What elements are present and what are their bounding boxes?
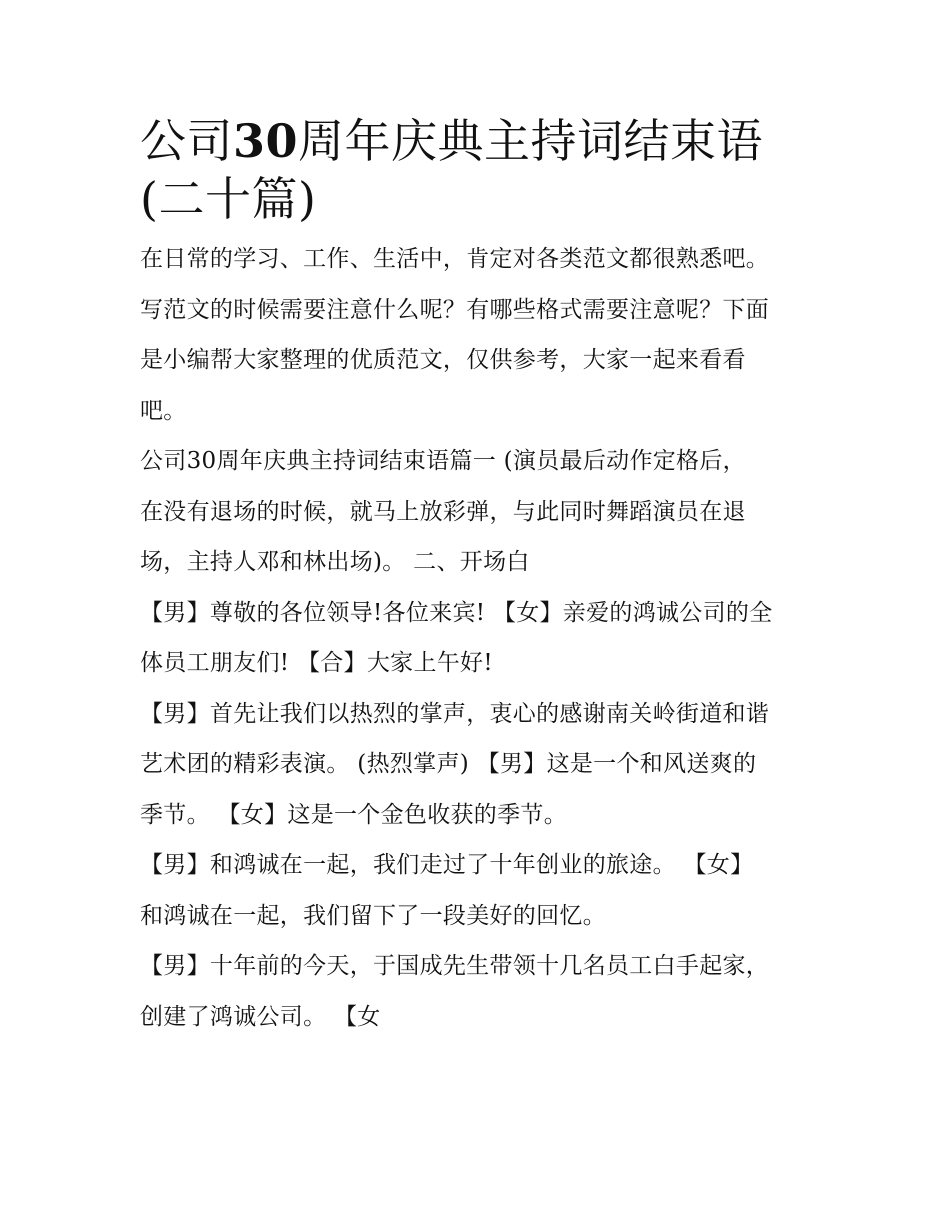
paragraph-founding xyxy=(140,941,820,1042)
text-line: 创建了鸿诚公司。 【女 xyxy=(140,1003,381,1030)
paragraph-journey xyxy=(140,840,820,941)
title-line-1: 公司30周年庆典主持词结束语 xyxy=(140,114,764,168)
text-line: 艺术团的精彩表演。 (热烈掌声) 【男】这是一个和风送爽的 xyxy=(140,751,757,777)
text-line: 【男】十年前的今天，于国成先生带领十几名员工白手起家， xyxy=(140,953,770,979)
text-line: 场，主持人邓和林出场)。 二、开场白 xyxy=(140,549,530,575)
title-line-2: (二十篇) xyxy=(140,172,317,226)
document-page xyxy=(140,112,820,1042)
document-body xyxy=(140,234,820,1042)
text-line: 【男】尊敬的各位领导!各位来宾! 【女】亲爱的鸿诚公司的全 xyxy=(140,599,773,626)
paragraph-intro xyxy=(140,234,820,436)
paragraph-greeting xyxy=(140,588,820,689)
text-line: 【男】首先让我们以热烈的掌声，衷心的感谢南关岭街道和谐 xyxy=(140,700,770,727)
text-line: 季节。 【女】这是一个金色收获的季节。 xyxy=(140,801,568,828)
text-line: 是小编帮大家整理的优质范文，仅供参考，大家一起来看看 xyxy=(140,347,746,373)
text-line: 吧。 xyxy=(140,397,187,424)
text-line: 写范文的时候需要注意什么呢？有哪些格式需要注意呢？下面 xyxy=(140,296,770,323)
text-line: 【男】和鸿诚在一起，我们走过了十年创业的旅途。 【女】 xyxy=(140,852,754,878)
text-line: 体员工朋友们! 【合】大家上午好! xyxy=(140,650,493,676)
paragraph-thanks xyxy=(140,689,820,841)
document-title xyxy=(140,112,820,228)
text-line: 在没有退场的时候，就马上放彩弹，与此同时舞蹈演员在退 xyxy=(140,498,746,525)
text-line: 和鸿诚在一起，我们留下了一段美好的回忆。 xyxy=(140,902,606,929)
text-line: 在日常的学习、工作、生活中，肯定对各类范文都很熟悉吧。 xyxy=(140,246,770,272)
paragraph-section-one xyxy=(140,436,820,588)
text-line: 公司30周年庆典主持词结束语篇一 (演员最后动作定格后， xyxy=(140,448,746,474)
